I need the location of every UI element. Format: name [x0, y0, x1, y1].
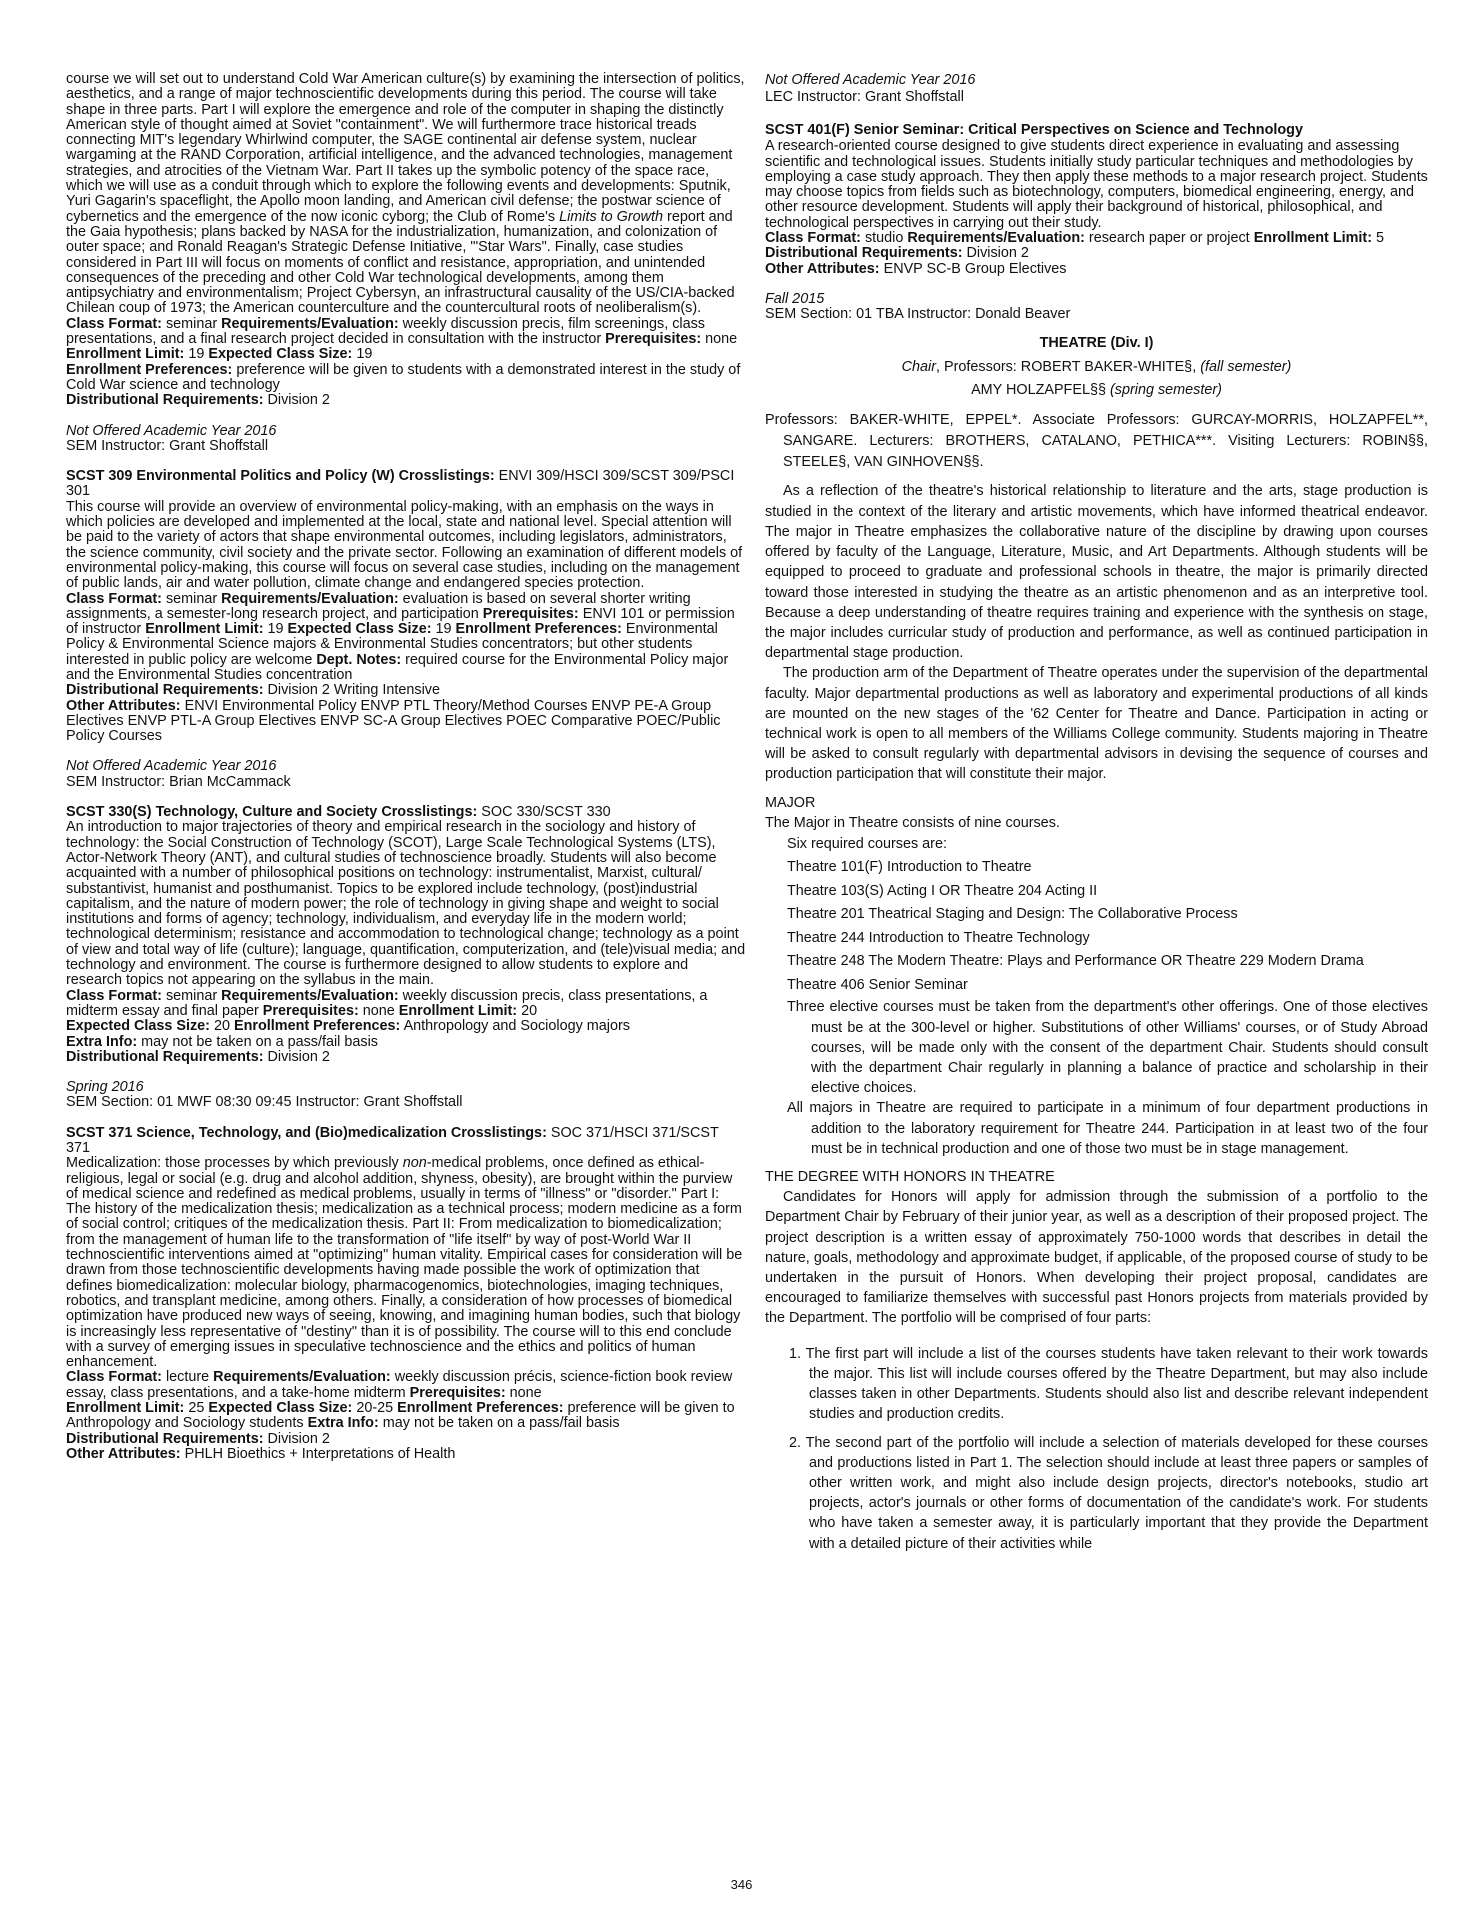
course-description: An introduction to major trajectories of theory and empirical research in the sociology and history of technology: the Social Construction of Technology (SCOT), Large Scale Technological Systems (LTS), Actor-Network Theory (ANT), and cultural studies of technoscience broadly. Students will also become acquainted with a number of philosophical positions on technology: instrumentalist, Marxist, cultural/ substantivist, humanist and posthumanist. Topics to be explored include technology, (post)industrial capitalism, and the nature of modern power; the role of technology in giving shape and weight to social institutions and forms of agency; technology, individualism, and everyday life in the modern world; technological determinism; resistance and accommodation to technological change; technology as a point of view and total way of life (culture); language, quantification, computerization, and (tele)visual media; and technology and environment. The course is furthermore designed to allow students to explore and research topics not appearing on the syllabus in the main. Class Format: seminar Requirements/Evaluation: weekly discussion precis, class presentations, a midterm essay and final paper Prerequisites: none Enrollment Limit: 20 Expected Class Size: 20 Enrollment Preferences: Anthropology and Sociology majors Extra Info: may not be taken on a pass/fail basis Distributional Requirements: Division 2	[66, 819, 746, 1065]
course-title: SCST 309 Environmental Politics and Policy (W) Crosslistings: ENVI 309/HSCI 309/SCST 309/PSCI 301	[66, 468, 735, 500]
offering-term: Fall 2015	[765, 290, 825, 307]
page-number: 346	[730, 1877, 753, 1892]
offering-status: Not Offered Academic Year 2016	[66, 422, 277, 439]
course-description: A research-oriented course designed to give students direct experience in evaluating and assessing scientific and technological issues. Students initially study particular techniques and methodologies by employing a case study approach. They then apply these methods to a major research project. Students may choose topics from fields such as biotechnology, computers, biomedical engineering, energy, and other resource development. Students will apply their background of historical, philosophical, and technological perspectives in carrying out their study. Class Format: studio Requirements/Evaluation: research paper or project Enrollment Limit: 5 Distributional Requirements: Division 2 Other Attributes: ENVP SC-B Group Electives	[765, 138, 1428, 277]
section-info: SEM Section: 01 MWF 08:30 09:45 Instructor: Grant Shoffstall	[66, 1094, 463, 1111]
list-item: Theatre 244 Introduction to Theatre Technology	[787, 929, 1090, 946]
major-intro: The Major in Theatre consists of nine courses.	[765, 814, 1060, 831]
section-info: SEM Instructor: Grant Shoffstall	[66, 437, 269, 454]
right-column	[765, 72, 1428, 1862]
theatre-paragraph: The production arm of the Department of Theatre operates under the supervision of the departmental faculty. Major departmental productions as well as laboratory and experimental productions of all kinds are mounted on the new stages of the '62 Center for Theatre and Dance. Participation in acting or technical work is open to all members of the Williams College community. Students majoring in Theatre will be asked to consult regularly with departmental advisors in devising the sequence of courses and production participation that will constitute their major.	[765, 665, 1428, 783]
course-description: Medicalization: those processes by which previously non-medical problems, once defined as ethical-religious, legal or social (e.g. drug and alcohol addition, shyness, obesity), are brought within the purview of medical science and redefined as medical problems, usually in terms of "illness" or "disorder." Part I: The history of the medicalization thesis; medicalization as a technical process; modern medicine as a form of social control; critiques of the medicalization thesis. Part II: From medicalization to biomedicalization; from the management of human life to the transformation of "life itself" by way of post-World War II technoscientific interventions aimed at "optimizing" human vitality. Empirical cases for consideration will be drawn from those technoscientific developments having made possible the work of optimization that defines biomedicalization: molecular biology, pharmacogenomics, biotechnologies, imaging techniques, robotics, and transplant medicine, among others. Finally, a consideration of how processes of biomedical optimization have produced new ways of seeing, knowing, and imagining human bodies, such that biology is increasingly less representative of "destiny" than it is of possibility. The course will to this end conclude with a survey of emerging issues in speculative technoscience and the ethics and politics of human enhancement. Class Format: lecture Requirements/Evaluation: weekly discussion précis, science-fiction book review essay, class presentations, and a take-home midterm Prerequisites: none Enrollment Limit: 25 Expected Class Size: 20-25 Enrollment Preferences: preference will be given to Anthropology and Sociology students Extra Info: may not be taken on a pass/fail basis Distributional Requirements: Division 2 Other Attributes: PHLH Bioethics + Interpretations of Health	[66, 1155, 743, 1462]
elective-requirement: Three elective courses must be taken from the department's other offerings. One of those electives must be at the 300-level or higher. Substitutions of other Williams' courses, or of Study Abroad courses, will be made only with the consent of the department Chair. Students should consult with the department Chair regularly in planning a balance of practice and scholarship in their elective choices.	[787, 999, 1428, 1097]
course-description: course we will set out to understand Cold War American culture(s) by examining the intersection of politics, aesthetics, and a range of major technoscientific developments during this period. The course will take shape in three parts. Part I will explore the emergence and role of the computer in shaping the distinctly American style of thought aimed at Soviet "containment". We will furthermore trace historical treads connecting MIT's legendary Whirlwind computer, the SAGE continental air defense system, nuclear wargaming at the RAND Corporation, artificial intelligence, and the advanced technologies, management strategies, and atrocities of the Vietnam War. Part II takes up the symbolic potency of the space race, which we will use as a conduit through which to explore the following events and developments: Sputnik, Yuri Gagarin's spaceflight, the Apollo moon landing, and American civil defense; the postwar science of cybernetics and the emergence of the now iconic cyborg; the Club of Rome's Limits to Growth report and the Gaia hypothesis; plans backed by NASA for the industrialization, humanization, and colonization of outer space; and Ronald Reagan's Strategic Defense Initiative, "'Star Wars". Finally, case studies considered in Part III will focus on moments of conflict and resistance, appropriation, and unintended consequences of the preceding and other Cold War technological developments, among them antipsychiatry and environmentalism; Project Cybersyn, an infrastructural causality of the US/CIA-backed Chilean coup of 1973; the American counterculture and the countercultural roots of neoliberalism(s). Class Format: seminar Requirements/Evaluation: weekly discussion precis, film screenings, class presentations, and a final research project decided in consultation with the instructor Prerequisites: none Enrollment Limit: 19 Expected Class Size: 19 Enrollment Preferences: preference will be given to students with a demonstrated interest in the study of Cold War science and technology Distributional Requirements: Division 2	[66, 72, 745, 409]
offering-status: Not Offered Academic Year 2016	[765, 72, 976, 88]
offering-status: Not Offered Academic Year 2016	[66, 758, 277, 775]
chair-line: Chair, Professors: ROBERT BAKER-WHITE§, (fall semester)	[901, 359, 1292, 376]
section-heading-honors: THE DEGREE WITH HONORS IN THEATRE	[765, 1169, 1055, 1186]
list-item: Theatre 406 Senior Seminar	[787, 976, 968, 993]
production-requirement: All majors in Theatre are required to participate in a minimum of four department productions in addition to the laboratory requirement for Theatre 244. Participation in at least two of the four must be in technical production and one of those two must be in stage management.	[787, 1100, 1428, 1157]
section-info: SEM Instructor: Brian McCammack	[66, 773, 291, 790]
honors-paragraph: Candidates for Honors will apply for admission through the submission of a portfolio to the Department Chair by February of their junior year, as well as a description of their proposed project. The project description is a written essay of approximately 750-1000 words that describes in detail the nature, goals, methodology and approximate budget, if applicable, of the proposed course of study to be undertaken in the pursuit of Honors. When developing their project proposal, candidates are encouraged to familiarize themselves with successful past Honors projects from materials provided by the Department. The portfolio will be comprised of four parts:	[765, 1189, 1428, 1327]
course-description: This course will provide an overview of environmental policy-making, with an emphasis on the ways in which policies are developed and implemented at the local, state and national level. Special attention will be paid to the variety of actors that shape environmental outcomes, including legislators, administrators, the science community, civil society and the private sector. Following an examination of different models of environmental policy-making, this course will focus on several case studies, including on the management of public lands, air and water pollution, climate change and endangered species protection. Class Format: seminar Requirements/Evaluation: evaluation is based on several shorter writing assignments, a semester-long research project, and participation Prerequisites: ENVI 101 or permission of instructor Enrollment Limit: 19 Expected Class Size: 19 Enrollment Preferences: Environmental Policy & Environmental Science majors & Environmental Studies concentrators; but other students interested in public policy are welcome Dept. Notes: required course for the Environmental Policy major and the Environmental Studies concentration Distributional Requirements: Division 2 Writing Intensive Other Attributes: ENVI Environmental Policy ENVP PTL Theory/Method Courses ENVP PE-A Group Electives ENVP PTL-A Group Electives ENVP SC-A Group Electives POEC Comparative POEC/Public Policy Courses	[66, 498, 743, 745]
section-heading-major: MAJOR	[765, 794, 816, 811]
left-column	[66, 72, 746, 1862]
required-courses	[765, 833, 1428, 998]
chair-line-2: AMY HOLZAPFEL§§ (spring semester)	[971, 382, 1222, 399]
theatre-paragraph: As a reflection of the theatre's historical relationship to literature and the arts, stage production is studied in the context of the literary and artistic movements, which have informed theatrical endeavor. The major in Theatre emphasizes the collaborative nature of the discipline by drawing upon courses offered by faculty of the Language, Literature, Music, and Art Departments. Although students will be equipped to proceed to graduate and professional schools in theatre, the major is primarily directed toward those interested in studying the theatre as an artistic phenomenon and as an interpretive tool. Because a deep understanding of theatre requires training and experience with the synthesis on stage, the major includes curricular study of production and performance, as well as continued participation in departmental stage production.	[765, 483, 1428, 662]
department-heading: THEATRE (Div. I)	[1039, 335, 1154, 352]
required-intro: Six required courses are:	[787, 835, 947, 852]
list-item: Theatre 103(S) Acting I OR Theatre 204 Acting II	[787, 882, 1098, 899]
course-title: SCST 401(F) Senior Seminar: Critical Perspectives on Science and Technology	[765, 121, 1303, 138]
list-item: 1. The first part will include a list of the courses students have taken relevant to their work towards the major. This list will include courses offered by the Theatre Department, but may also include classes taken in other Departments. Students should also list and describe relevant independent studies and production credits.	[789, 1345, 1428, 1423]
faculty-list: Professors: BAKER-WHITE, EPPEL*. Associate Professors: GURCAY-MORRIS, HOLZAPFEL**, SANGARE. Lecturers: BROTHERS, CATALANO, PETHICA***. Visiting Lecturers: ROBIN§§, STEELE§, VAN GINHOVEN§§.	[765, 412, 1428, 471]
offering-term: Spring 2016	[66, 1079, 144, 1096]
course-title: SCST 330(S) Technology, Culture and Society Crosslistings: SOC 330/SCST 330	[66, 804, 611, 821]
course-title: SCST 371 Science, Technology, and (Bio)medicalization Crosslistings: SOC 371/HSCI 371/SCST 371	[66, 1124, 719, 1156]
list-item: Theatre 101(F) Introduction to Theatre	[787, 859, 1032, 876]
section-info: LEC Instructor: Grant Shoffstall	[765, 89, 964, 106]
section-info: SEM Section: 01 TBA Instructor: Donald Beaver	[765, 306, 1071, 323]
list-item: 2. The second part of the portfolio will include a selection of materials developed for these courses and productions listed in Part 1. The selection should include at least three papers or samples of other written work, and might also include design projects, director's notebooks, studio art projects, actor's journals or other forms of documentation of the candidate's work. For students who have taken a semester away, it is particularly important that they provide the Department with a detailed picture of their activities while	[789, 1434, 1428, 1552]
list-item: Theatre 201 Theatrical Staging and Design: The Collaborative Process	[787, 906, 1238, 923]
list-item: Theatre 248 The Modern Theatre: Plays and Performance OR Theatre 229 Modern Drama	[787, 953, 1364, 970]
